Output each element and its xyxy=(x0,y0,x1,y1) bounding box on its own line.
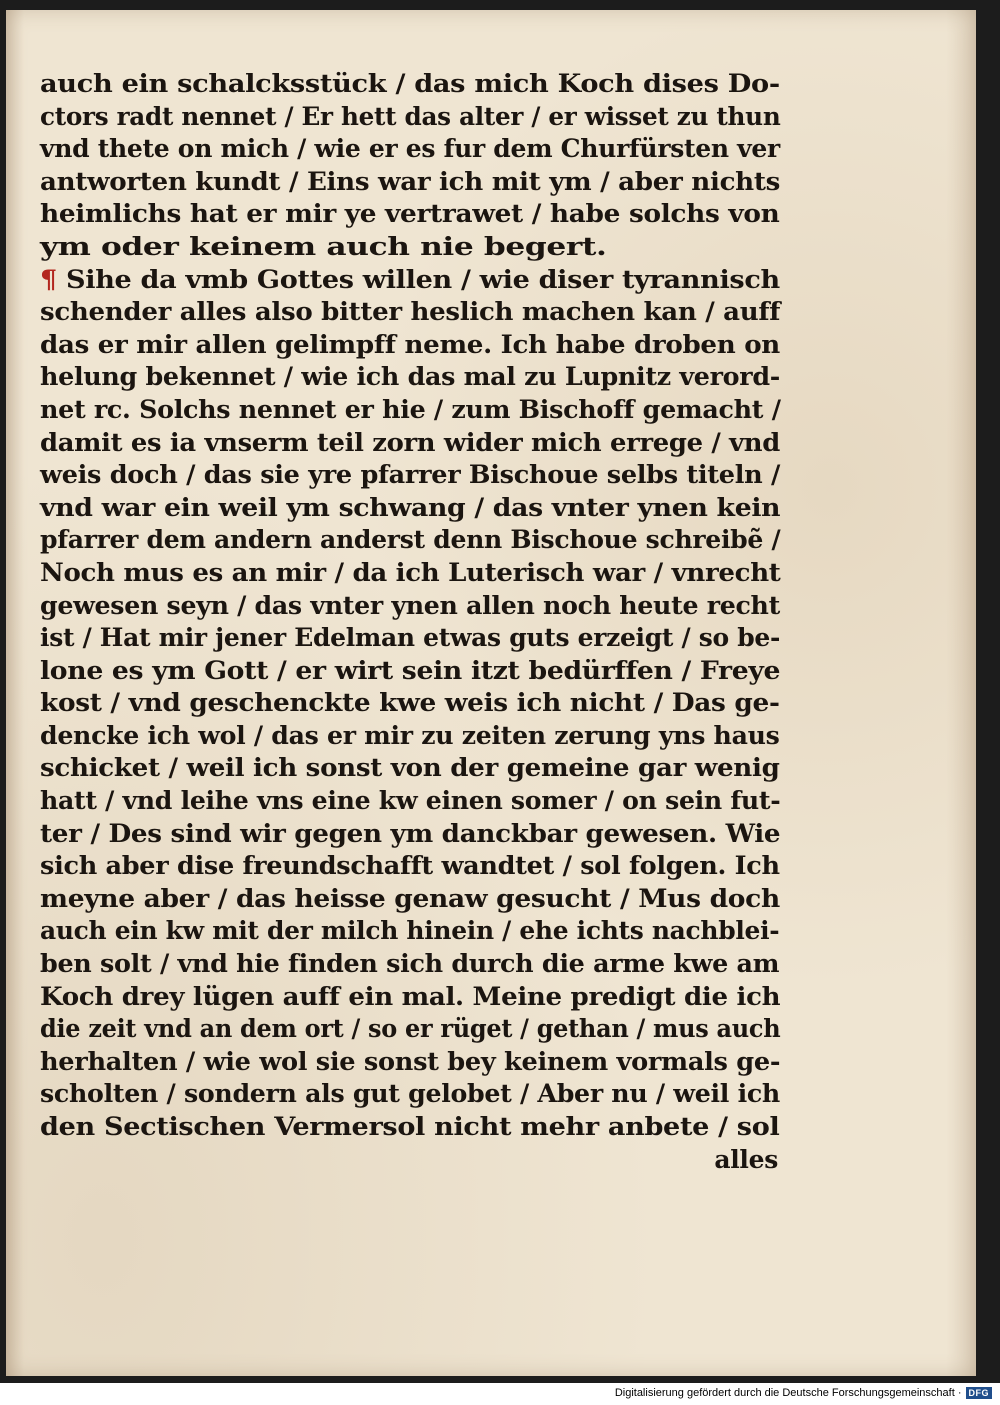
text-line: ctors radt nennet / Er hett das alter / er wisset zu thun xyxy=(40,101,781,131)
text-line: helung bekennet / wie ich das mal zu Lupnitz verord- xyxy=(40,362,780,392)
text-line: vnd war ein weil ym schwang / das vnter ynen kein xyxy=(40,492,781,522)
credit-text: Digitalisierung gefördert durch die Deutsche Forschungsgemeinschaft · xyxy=(614,1387,962,1399)
text-line: herhalten / wie wol sie sonst bey keinem vormals ge- xyxy=(40,1046,781,1076)
text-line: sich aber dise freundschafft wandtet / sol folgen. Ich xyxy=(40,851,780,881)
text-line: damit es ia vnserm teil zorn wider mich errege / vnd xyxy=(40,427,780,457)
page-text-block xyxy=(40,68,780,1176)
text-line: schender alles also bitter heslich machen kan / auff xyxy=(40,297,781,327)
catchword: alles xyxy=(714,1144,778,1174)
text-line: Koch drey lügen auff ein mal. Meine predigt die ich xyxy=(40,981,781,1011)
text-line: lone es ym Gott / er wirt sein itzt bedürffen / Freye xyxy=(40,655,781,685)
text-line: scholten / sondern als gut gelobet / Aber nu / weil ich xyxy=(40,1079,780,1109)
text-line: das er mir allen gelimpff neme. Ich habe droben on xyxy=(40,329,780,359)
text-line: ter / Des sind wir gegen ym danckbar gewesen. Wie xyxy=(40,818,781,848)
text-line: net rc. Solchs nennet er hie / zum Bischoff gemacht / xyxy=(40,394,781,424)
text-line: antworten kundt / Eins war ich mit ym / aber nichts xyxy=(40,166,781,196)
text-line: den Sectischen Vermersol nicht mehr anbete / sol xyxy=(40,1112,780,1141)
text-line: gewesen seyn / das vnter ynen allen noch heute recht xyxy=(40,590,780,620)
dfg-logo-icon: DFG xyxy=(966,1387,993,1399)
text-line: meyne aber / das heisse genaw gesucht / Mus doch xyxy=(40,883,780,913)
text-line: ben solt / vnd hie finden sich durch die arme kwe am xyxy=(40,949,780,979)
text-line: Noch mus es an mir / da ich Luterisch war / vnrecht xyxy=(40,557,781,587)
text-line: die zeit vnd an dem ort / so er rüget / gethan / mus auch xyxy=(40,1014,781,1044)
text-line: dencke ich wol / das er mir zu zeiten zerung yns haus xyxy=(40,720,780,750)
text-line: pfarrer dem andern anderst denn Bischoue schreibẽ / xyxy=(40,525,781,555)
text-line: schicket / weil ich sonst von der gemeine gar wenig xyxy=(40,753,780,783)
pilcrow-rubric-icon: ¶ xyxy=(40,264,57,294)
text-line: heimlichs hat er mir ye vertrawet / habe solchs von xyxy=(40,199,780,229)
text-line: weis doch / das sie yre pfarrer Bischoue selbs titeln / xyxy=(40,460,781,490)
text-line-paragraph-start: ¶ Sihe da vmb Gottes willen / wie diser tyrannisch xyxy=(40,264,780,294)
text-line: ist / Hat mir jener Edelman etwas guts erzeigt / so be- xyxy=(40,623,781,653)
text-line: kost / vnd geschenckte kwe weis ich nicht / Das ge- xyxy=(40,688,780,718)
text-line: ym oder keinem auch nie begert. xyxy=(40,231,607,261)
text-line: auch ein kw mit der milch hinein / ehe ichts nachblei- xyxy=(40,916,780,946)
book-page xyxy=(6,10,976,1376)
text-line: hatt / vnd leihe vns eine kw einen somer / on sein fut- xyxy=(40,786,781,816)
text-line: auch ein schalcksstück / das mich Koch dises Do- xyxy=(40,69,780,98)
digitization-credit xyxy=(615,1385,992,1401)
text-line: vnd thete on mich / wie er es fur dem Churfürsten ver xyxy=(40,134,780,164)
